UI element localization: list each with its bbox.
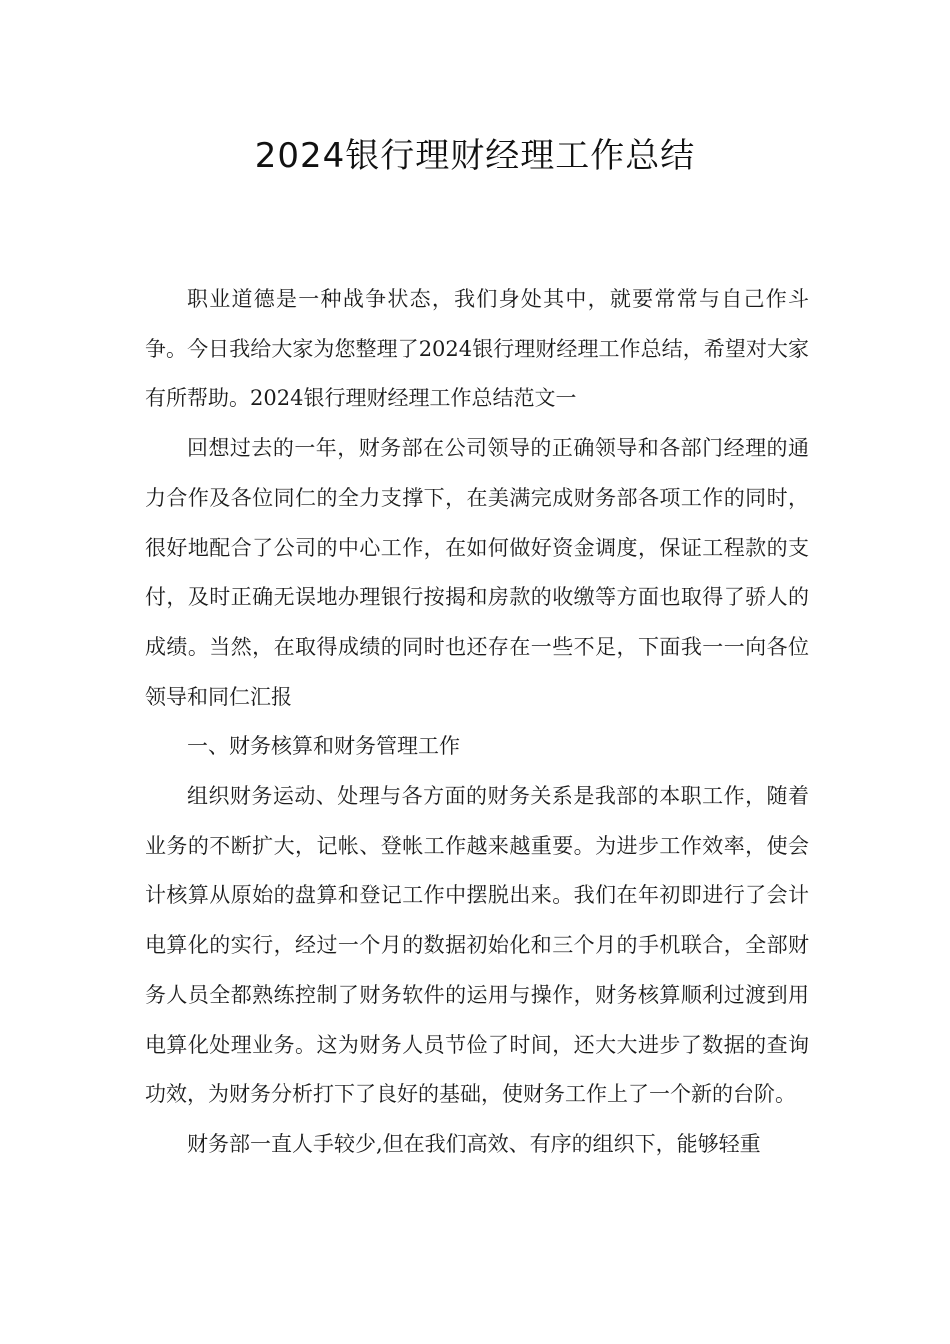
paragraph: 组织财务运动、处理与各方面的财务关系是我部的本职工作，随着业务的不断扩大，记帐、登帐工作越来越重要。为进步工作效率，使会计核算从原始的盘算和登记工作中摆脱出来。我们在年初即进行了会计电算化的实行，经过一个月的数据初始化和三个月的手机联合，全部财务人员全都熟练控制了财务软件的运用与操作，财务核算顺利过渡到用电算化处理业务。这为财务人员节俭了时间，还大大进步了数据的查询功效，为财务分析打下了良好的基础，使财务工作上了一个新的台阶。 — [145, 784, 809, 1107]
document-body — [145, 275, 809, 1170]
paragraph: 职业道德是一种战争状态，我们身处其中，就要常常与自己作斗争。今日我给大家为您整理了2024银行理财经理工作总结，希望对大家有所帮助。2024银行理财经理工作总结范文一 — [145, 287, 809, 411]
section-heading: 一、财务核算和财务管理工作 — [187, 734, 460, 759]
document-title: 2024银行理财经理工作总结 — [254, 136, 696, 176]
paragraph: 回想过去的一年，财务部在公司领导的正确领导和各部门经理的通力合作及各位同仁的全力支撑下，在美满完成财务部各项工作的同时，很好地配合了公司的中心工作，在如何做好资金调度，保证工程款的支付，及时正确无误地办理银行按揭和房款的收缴等方面也取得了骄人的成绩。当然，在取得成绩的同时也还存在一些不足，下面我一一向各位领导和同仁汇报 — [145, 436, 809, 709]
paragraph: 财务部一直人手较少,但在我们高效、有序的组织下，能够轻重 — [187, 1131, 761, 1156]
